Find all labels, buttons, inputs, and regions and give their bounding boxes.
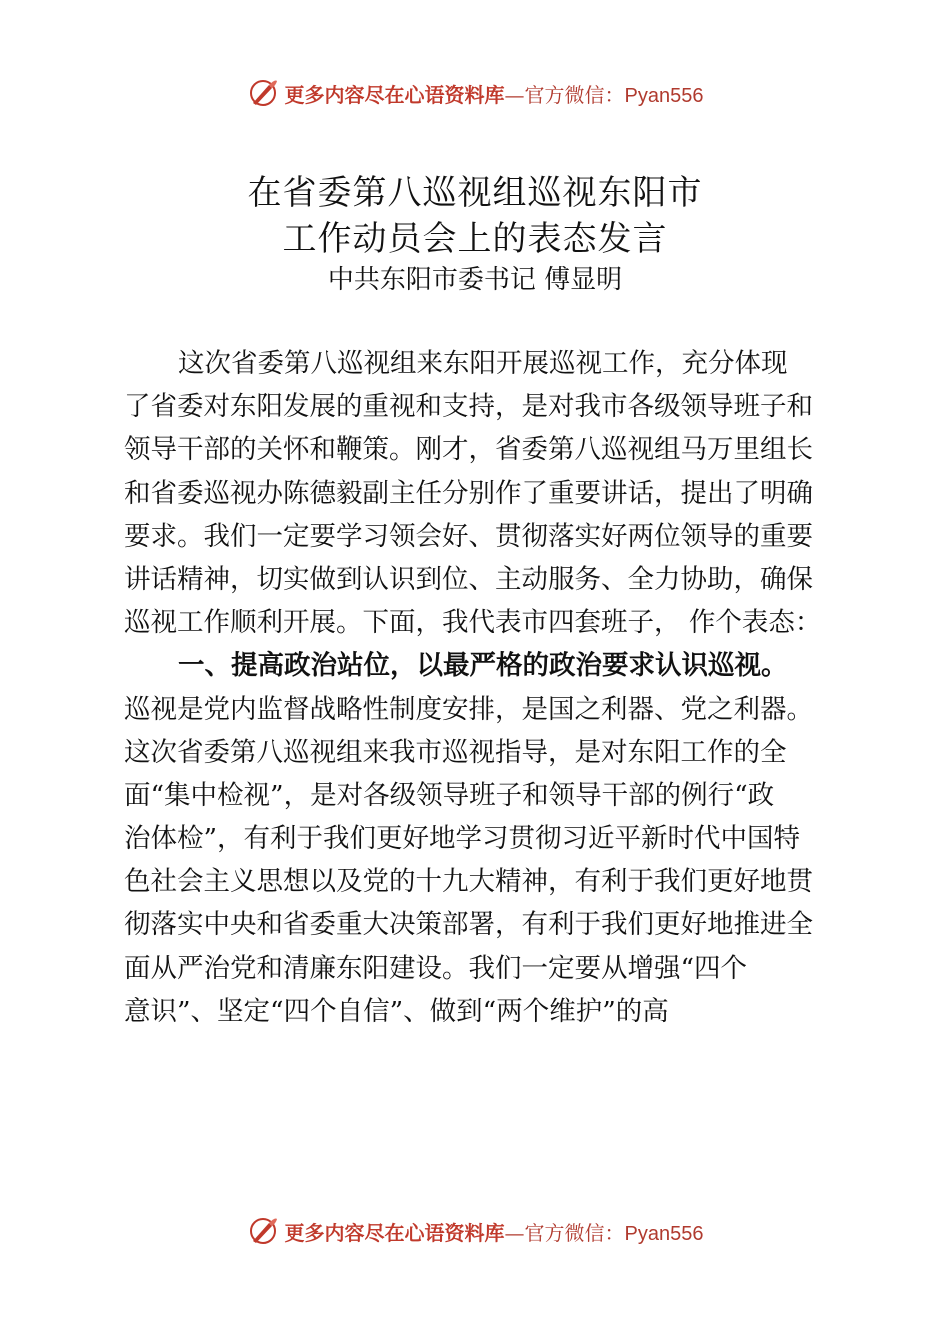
banner-dash: — — [504, 1220, 525, 1245]
body-line: 这次省委第八巡视组来东阳开展巡视工作，充分体现 — [178, 348, 788, 379]
quill-pen-logo-icon — [247, 1215, 279, 1247]
document-author: 中共东阳市委书记 傅显明 — [327, 265, 623, 295]
body-line: 巡视是党内监督战略性制度安排，是国之利器、党之利器。 — [124, 693, 813, 725]
header-banner — [0, 76, 950, 110]
body-line: 讲话精神，切实做到认识到位、主动服务、全力协助，确保 — [124, 563, 813, 595]
banner-wechat-label: 官方微信： — [524, 82, 625, 107]
body-line: 巡视工作顺利开展。下面，我代表市四套班子， 作个表态： — [124, 607, 822, 639]
section-heading-1: 一、提高政治站位，以最严格的政治要求认识巡视。 — [178, 650, 788, 682]
document-body — [124, 342, 836, 1033]
quill-pen-logo-icon — [247, 77, 279, 109]
document-title-line-2: 工作动员会上的表态发言 — [282, 219, 668, 259]
body-line: 色社会主义思想以及党的十九大精神，有利于我们更好地贯 — [124, 866, 813, 898]
banner-dash: — — [504, 82, 525, 107]
body-line: 面从严治党和清廉东阳建设。我们一定要从增强“四个 — [124, 952, 748, 984]
body-line: 这次省委第八巡视组来我市巡视指导，是对东阳工作的全 — [124, 736, 787, 768]
body-line: 领导干部的关怀和鞭策。刚才，省委第八巡视组马万里组长 — [124, 434, 813, 466]
body-line: 了省委对东阳发展的重视和支持，是对我市各级领导班子和 — [124, 391, 813, 423]
body-line: 治体检”，有利于我们更好地学习贯彻习近平新时代中国特 — [124, 823, 801, 855]
banner-main-text: 更多内容尽在心语资料库 — [284, 1220, 505, 1245]
body-line: 要求。我们一定要学习领会好、贯彻落实好两位领导的重要 — [124, 520, 813, 552]
banner-text — [285, 1217, 704, 1246]
banner-wechat-label: 官方微信： — [524, 1220, 625, 1245]
body-line: 意识”、坚定“四个自信”、做到“两个维护”的高 — [124, 995, 669, 1027]
banner-wechat-id: Pyan556 — [624, 1222, 704, 1245]
body-line: 彻落实中央和省委重大决策部署，有利于我们更好地推进全 — [124, 909, 813, 941]
footer-banner — [0, 1214, 950, 1248]
body-line: 面“集中检视”，是对各级领导班子和领导干部的例行“政 — [124, 779, 775, 811]
body-line: 和省委巡视办陈德毅副主任分别作了重要讲话，提出了明确 — [124, 477, 813, 509]
document-title-line-1: 在省委第八巡视组巡视东阳市 — [247, 173, 703, 213]
banner-wechat-id: Pyan556 — [624, 84, 704, 107]
banner-text — [285, 79, 704, 108]
banner-main-text: 更多内容尽在心语资料库 — [284, 82, 505, 107]
